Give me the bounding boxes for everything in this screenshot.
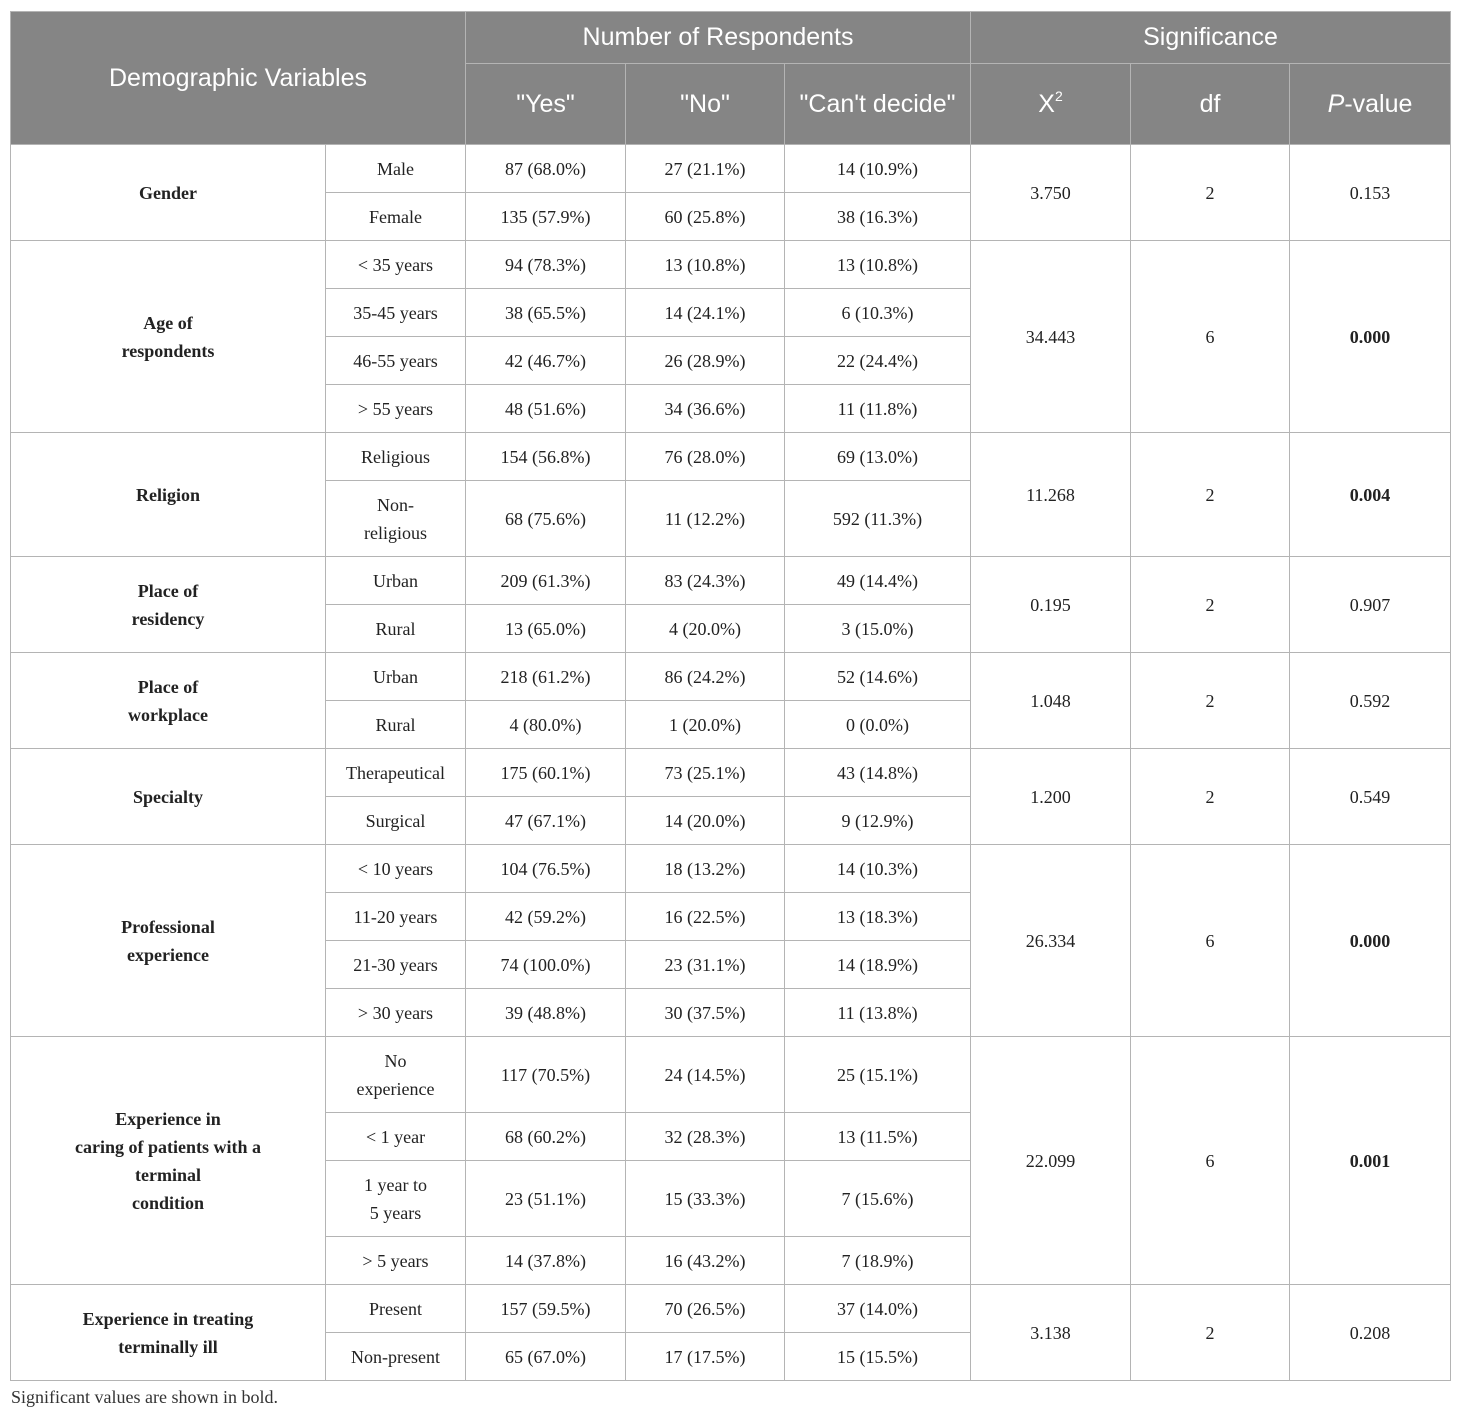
chi-square-superscript: 2 (1054, 88, 1063, 105)
yes-cell: 104 (76.5%) (466, 845, 626, 893)
category-label: No experience (326, 1037, 466, 1113)
p-value: 0.001 (1290, 1037, 1451, 1285)
no-cell: 30 (37.5%) (626, 989, 785, 1037)
p-value-italic: P (1327, 89, 1345, 118)
table-footnote: Significant values are shown in bold. (11, 1387, 278, 1407)
no-cell: 14 (24.1%) (626, 289, 785, 337)
category-label: 11-20 years (326, 893, 466, 941)
no-cell: 26 (28.9%) (626, 337, 785, 385)
no-cell: 4 (20.0%) (626, 605, 785, 653)
yes-cell: 175 (60.1%) (466, 749, 626, 797)
category-label: > 30 years (326, 989, 466, 1037)
category-label: Rural (326, 701, 466, 749)
chi-square-value: 34.443 (971, 241, 1131, 433)
cant-decide-cell: 592 (11.3%) (785, 481, 971, 557)
cant-decide-cell: 49 (14.4%) (785, 557, 971, 605)
yes-cell: 38 (65.5%) (466, 289, 626, 337)
header-significance: Significance (971, 12, 1451, 64)
p-value: 0.153 (1290, 145, 1451, 241)
p-value: 0.907 (1290, 557, 1451, 653)
cant-decide-cell: 7 (15.6%) (785, 1161, 971, 1237)
header-p-value (1290, 64, 1451, 145)
category-label: < 10 years (326, 845, 466, 893)
demographics-table (10, 11, 1451, 1381)
cant-decide-cell: 11 (11.8%) (785, 385, 971, 433)
table-row (11, 653, 1451, 701)
df-value: 2 (1131, 433, 1290, 557)
no-cell: 15 (33.3%) (626, 1161, 785, 1237)
yes-cell: 42 (46.7%) (466, 337, 626, 385)
cant-decide-cell: 13 (11.5%) (785, 1113, 971, 1161)
category-label: 46-55 years (326, 337, 466, 385)
chi-square-value: 3.750 (971, 145, 1131, 241)
no-cell: 16 (43.2%) (626, 1237, 785, 1285)
yes-cell: 218 (61.2%) (466, 653, 626, 701)
table-row (11, 433, 1451, 481)
df-value: 6 (1131, 241, 1290, 433)
p-value: 0.208 (1290, 1285, 1451, 1381)
p-value: 0.549 (1290, 749, 1451, 845)
p-value: 0.592 (1290, 653, 1451, 749)
cant-decide-cell: 37 (14.0%) (785, 1285, 971, 1333)
cant-decide-cell: 13 (18.3%) (785, 893, 971, 941)
category-label: > 5 years (326, 1237, 466, 1285)
category-label: Male (326, 145, 466, 193)
group-label: Gender (11, 145, 326, 241)
group-label: Age of respondents (11, 241, 326, 433)
no-cell: 32 (28.3%) (626, 1113, 785, 1161)
cant-decide-cell: 0 (0.0%) (785, 701, 971, 749)
yes-cell: 23 (51.1%) (466, 1161, 626, 1237)
df-value: 2 (1131, 653, 1290, 749)
table-row (11, 1037, 1451, 1113)
yes-cell: 135 (57.9%) (466, 193, 626, 241)
no-cell: 24 (14.5%) (626, 1037, 785, 1113)
no-cell: 83 (24.3%) (626, 557, 785, 605)
header-no: "No" (626, 64, 785, 145)
yes-cell: 117 (70.5%) (466, 1037, 626, 1113)
chi-square-value: 1.200 (971, 749, 1131, 845)
header-number-of-respondents: Number of Respondents (466, 12, 971, 64)
yes-cell: 157 (59.5%) (466, 1285, 626, 1333)
df-value: 2 (1131, 749, 1290, 845)
yes-cell: 42 (59.2%) (466, 893, 626, 941)
no-cell: 86 (24.2%) (626, 653, 785, 701)
df-value: 2 (1131, 1285, 1290, 1381)
chi-square-base: X (1038, 89, 1055, 118)
yes-cell: 87 (68.0%) (466, 145, 626, 193)
category-label: Present (326, 1285, 466, 1333)
cant-decide-cell: 13 (10.8%) (785, 241, 971, 289)
cant-decide-cell: 43 (14.8%) (785, 749, 971, 797)
cant-decide-cell: 6 (10.3%) (785, 289, 971, 337)
yes-cell: 13 (65.0%) (466, 605, 626, 653)
group-label: Experience in treating terminally ill (11, 1285, 326, 1381)
category-label: Urban (326, 653, 466, 701)
df-value: 6 (1131, 845, 1290, 1037)
yes-cell: 65 (67.0%) (466, 1333, 626, 1381)
category-label: Female (326, 193, 466, 241)
category-label: Surgical (326, 797, 466, 845)
table-row (11, 749, 1451, 797)
no-cell: 34 (36.6%) (626, 385, 785, 433)
yes-cell: 39 (48.8%) (466, 989, 626, 1037)
group-label: Religion (11, 433, 326, 557)
no-cell: 60 (25.8%) (626, 193, 785, 241)
yes-cell: 209 (61.3%) (466, 557, 626, 605)
p-value-suffix: -value (1344, 89, 1413, 118)
chi-square-value: 3.138 (971, 1285, 1131, 1381)
cant-decide-cell: 52 (14.6%) (785, 653, 971, 701)
no-cell: 70 (26.5%) (626, 1285, 785, 1333)
category-label: < 1 year (326, 1113, 466, 1161)
chi-square-value: 0.195 (971, 557, 1131, 653)
no-cell: 23 (31.1%) (626, 941, 785, 989)
yes-cell: 94 (78.3%) (466, 241, 626, 289)
yes-cell: 154 (56.8%) (466, 433, 626, 481)
no-cell: 17 (17.5%) (626, 1333, 785, 1381)
header-chi-square (971, 64, 1131, 145)
yes-cell: 4 (80.0%) (466, 701, 626, 749)
category-label: Rural (326, 605, 466, 653)
table-row (11, 145, 1451, 193)
df-value: 2 (1131, 145, 1290, 241)
cant-decide-cell: 7 (18.9%) (785, 1237, 971, 1285)
table-row (11, 241, 1451, 289)
p-value: 0.000 (1290, 241, 1451, 433)
cant-decide-cell: 38 (16.3%) (785, 193, 971, 241)
yes-cell: 14 (37.8%) (466, 1237, 626, 1285)
cant-decide-cell: 3 (15.0%) (785, 605, 971, 653)
cant-decide-cell: 14 (18.9%) (785, 941, 971, 989)
cant-decide-cell: 22 (24.4%) (785, 337, 971, 385)
group-label: Place of workplace (11, 653, 326, 749)
yes-cell: 68 (75.6%) (466, 481, 626, 557)
category-label: Non-present (326, 1333, 466, 1381)
cant-decide-cell: 14 (10.9%) (785, 145, 971, 193)
category-label: Religious (326, 433, 466, 481)
p-value: 0.004 (1290, 433, 1451, 557)
cant-decide-cell: 69 (13.0%) (785, 433, 971, 481)
table-row (11, 557, 1451, 605)
no-cell: 73 (25.1%) (626, 749, 785, 797)
chi-square-value: 1.048 (971, 653, 1131, 749)
no-cell: 18 (13.2%) (626, 845, 785, 893)
cant-decide-cell: 9 (12.9%) (785, 797, 971, 845)
chi-square-value: 11.268 (971, 433, 1131, 557)
no-cell: 1 (20.0%) (626, 701, 785, 749)
yes-cell: 48 (51.6%) (466, 385, 626, 433)
category-label: 35-45 years (326, 289, 466, 337)
cant-decide-cell: 14 (10.3%) (785, 845, 971, 893)
no-cell: 14 (20.0%) (626, 797, 785, 845)
table-row (11, 845, 1451, 893)
chi-square-value: 26.334 (971, 845, 1131, 1037)
yes-cell: 74 (100.0%) (466, 941, 626, 989)
no-cell: 27 (21.1%) (626, 145, 785, 193)
chi-square-value: 22.099 (971, 1037, 1131, 1285)
cant-decide-cell: 11 (13.8%) (785, 989, 971, 1037)
category-label: > 55 years (326, 385, 466, 433)
df-value: 2 (1131, 557, 1290, 653)
no-cell: 16 (22.5%) (626, 893, 785, 941)
category-label: 21-30 years (326, 941, 466, 989)
cant-decide-cell: 15 (15.5%) (785, 1333, 971, 1381)
table-row (11, 1285, 1451, 1333)
group-label: Specialty (11, 749, 326, 845)
header-yes: "Yes" (466, 64, 626, 145)
group-label: Experience in caring of patients with a terminal condition (11, 1037, 326, 1285)
no-cell: 11 (12.2%) (626, 481, 785, 557)
category-label: Non- religious (326, 481, 466, 557)
no-cell: 13 (10.8%) (626, 241, 785, 289)
df-value: 6 (1131, 1037, 1290, 1285)
category-label: < 35 years (326, 241, 466, 289)
header-df: df (1131, 64, 1290, 145)
category-label: Urban (326, 557, 466, 605)
yes-cell: 47 (67.1%) (466, 797, 626, 845)
group-label: Place of residency (11, 557, 326, 653)
group-label: Professional experience (11, 845, 326, 1037)
header-cant-decide: "Can't decide" (785, 64, 971, 145)
header-demographic-variables: Demographic Variables (11, 12, 466, 145)
no-cell: 76 (28.0%) (626, 433, 785, 481)
category-label: 1 year to 5 years (326, 1161, 466, 1237)
category-label: Therapeutical (326, 749, 466, 797)
p-value: 0.000 (1290, 845, 1451, 1037)
yes-cell: 68 (60.2%) (466, 1113, 626, 1161)
cant-decide-cell: 25 (15.1%) (785, 1037, 971, 1113)
